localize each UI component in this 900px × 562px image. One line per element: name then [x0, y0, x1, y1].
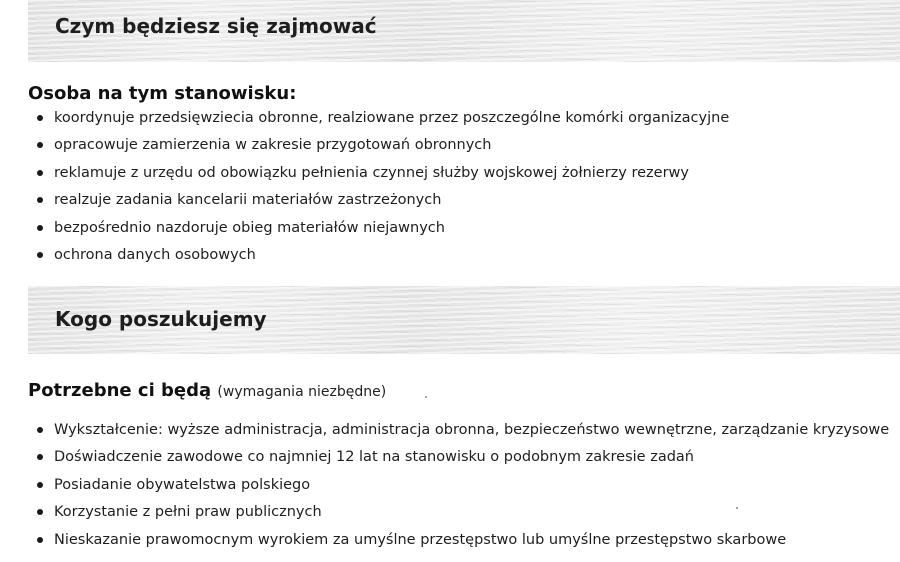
bullet-icon [37, 509, 43, 515]
list-item [36, 188, 729, 215]
bullet-icon [37, 115, 43, 121]
bullet-icon [37, 482, 43, 488]
requirement-text: Doświadczenie zawodowe co najmniej 12 lat na stanowisku o podobnym zakresie zadań [54, 449, 694, 466]
list-item [36, 106, 729, 133]
list-item [36, 445, 889, 472]
list-item [36, 473, 889, 500]
duty-text: realzuje zadania kancelarii materiałów zastrzeżonych [54, 192, 442, 209]
bullet-icon [37, 197, 43, 203]
duties-subheading: Osoba na tym stanowisku: [28, 83, 297, 104]
duty-text: bezpośrednio nazdoruje obieg materiałów niejawnych [54, 219, 445, 236]
list-item [36, 133, 729, 160]
requirements-list [36, 418, 889, 555]
duty-text: koordynuje przedsięwziecia obronne, realziowane przez poszczególne komórki organizacyjne [54, 110, 730, 126]
list-item [36, 216, 729, 243]
requirements-subheading-note: (wymagania niezbędne) [217, 384, 387, 400]
list-item [36, 243, 729, 270]
requirements-subheading-main: Potrzebne ci będą [28, 380, 212, 401]
duty-text: reklamuje z urzędu od obowiązku pełnienia czynnej służby wojskowej żołnierzy rezerwy [54, 164, 689, 181]
requirement-text: Nieskazanie prawomocnym wyrokiem za umyślne przestępstwo lub umyślne przestępstwo skarbowe [54, 531, 787, 548]
section-title-requirements: Kogo poszukujemy [55, 307, 267, 331]
bullet-icon [37, 252, 43, 258]
scan-speck [425, 396, 427, 398]
list-item [36, 500, 889, 527]
requirements-subheading [28, 380, 386, 401]
scan-speck [736, 507, 738, 509]
bullet-icon [37, 427, 43, 433]
duty-text: ochrona danych osobowych [54, 246, 256, 263]
requirement-text: Posiadanie obywatelstwa polskiego [54, 476, 311, 493]
bullet-icon [37, 537, 43, 543]
list-item [36, 528, 889, 555]
section-title-duties: Czym będziesz się zajmować [55, 14, 377, 38]
list-item [36, 418, 889, 445]
requirement-text: Wykształcenie: wyższe administracja, administracja obronna, bezpieczeństwo wewnętrzne, zarządzanie kryzysowe [54, 422, 890, 438]
duties-list [36, 106, 729, 270]
bullet-icon [37, 454, 43, 460]
bullet-icon [37, 142, 43, 148]
bullet-icon [37, 170, 43, 176]
duty-text: opracowuje zamierzenia w zakresie przygotowań obronnych [54, 137, 492, 154]
list-item [36, 161, 729, 188]
requirement-text: Korzystanie z pełni praw publicznych [54, 504, 322, 521]
bullet-icon [37, 225, 43, 231]
